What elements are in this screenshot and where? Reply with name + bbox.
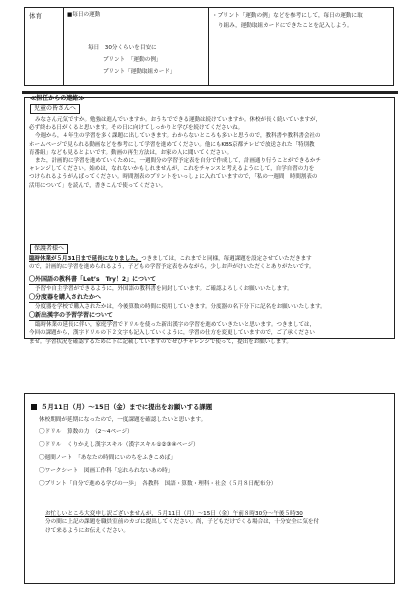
- children-label: 児童の皆さんへ: [30, 104, 80, 114]
- kanji-heading: 〇新出漢字の予習学習について: [29, 312, 113, 321]
- square-bullet-icon: [31, 404, 37, 410]
- children-line-5: また，計画的に学習を進めていくために，一週間分の学習予定表を自分で作成して，計画通り行うことができるかチ: [35, 158, 321, 165]
- content-line-0: ■毎日の運動: [67, 12, 101, 18]
- note-cell: [208, 8, 393, 85]
- assignment-item-3: 〇ワークシート 図画工作科「忘れられないあの時」: [39, 468, 174, 474]
- lets-try-section: [29, 276, 391, 293]
- notice-title: ≪担任からの連絡≫: [30, 95, 85, 102]
- subject-label: 体育: [29, 12, 42, 20]
- assignment-heading-text: ５月11日（月）～15日（金）までに提出をお願いする課題: [41, 403, 213, 411]
- kanji-line-0: 臨時休業の延長に伴い，家庭学習でドリルを使った新出漢字の学習を進めていきたいと思います。つきましては，: [35, 322, 315, 329]
- extension-notice: 臨時休業が５月31日まで延長になりました。: [29, 256, 142, 262]
- children-line-4: 育番組」なども見るとよいです。動画の再生方法は，お家の人に聞いてください。: [29, 149, 233, 156]
- children-line-0: みなさん元気ですか。勉強は進んでいますか。おうちでできる運動は続けていますか。休校が長く続いていますが，: [35, 117, 321, 123]
- content-cell: [63, 8, 209, 85]
- protractor-heading: 〇分度器を購入されたかへ: [29, 294, 101, 303]
- note-line-0: ・プリント「運動の例」などを参考にして，毎日の運動に取: [212, 13, 363, 19]
- assignment-box: [24, 393, 395, 584]
- submission-line-1: 分の間に上記の課題を職員室前のカゴに提出してください。尚，子どもだけでくる場合は，十分安全に気を付: [45, 519, 320, 526]
- content-line-2: プリント 「運動の例」: [103, 57, 162, 63]
- submission-line-0: お忙しいところ大変申し訳ございませんが，５月11日（月）～15日（金）午前８時30分～午後５時30: [45, 511, 303, 517]
- kanji-section: [29, 312, 391, 346]
- parents-message: [29, 255, 391, 271]
- assignment-intro: 休校期間が延期になったので，一度課題を確認したいと思います。: [39, 417, 207, 423]
- lets-try-body: 予習や自主学習ができるように，外国語の教科書を同封しています。ご確認よろしくお願いいたします。: [35, 286, 293, 293]
- kanji-line-2: ませ。学習状況を確認するために下に記載していますのでぜひチャレンジで使って，提出をお願いします。: [29, 338, 292, 345]
- assignment-item-2: 〇週間ノート 「あなたの時間にいのちをふきこめば」: [39, 455, 176, 461]
- children-message: [29, 116, 391, 190]
- assignment-item-1: 〇ドリル くりかえし漢字スキル（漢字スキル①②③④ページ）: [39, 442, 199, 448]
- children-line-3: ホームページで見られる動画などを参考にして学習を進めてください。他にもKBS京都テレビで放送された「特別教: [29, 141, 315, 148]
- children-line-7: つけられるようがんばってください。時間割表のプリントをいっしょに入れていますので，「私の一週間 時間割表の: [29, 174, 318, 181]
- subject-cell: [25, 8, 64, 85]
- content-line-3: プリント「運動取組カード」: [103, 69, 176, 75]
- submission-line-2: けて来るようにお伝えください。: [45, 527, 129, 534]
- children-line-2: 今週から，４年生の学習を多く課題に出していきます。わからないところも多いと思うので，教科書や教科書会社の: [35, 133, 321, 140]
- protractor-section: [29, 294, 391, 311]
- note-line-1: り組み，運動取組カードにできたことを記入しよう。: [218, 23, 353, 29]
- parents-rest: つきましては，これまでと同様，毎週課題を設定させていただきます: [141, 256, 312, 262]
- protractor-body: 分度器を学校で購入されたかは，今後算数の時間に使用していきます。分度器の名下分下に記名をお願いいたします。: [35, 304, 326, 311]
- children-line-6: ャレンジしてください。始めは，なれないかもしれませんが，これをチャンスと考えるようにして，自学自習の力を: [29, 166, 315, 173]
- children-line-1: 必ず終わる日がくると思います。その日に向けてしっかりと学びを続けてくださいね。: [29, 125, 244, 132]
- submission-note: [45, 510, 389, 535]
- children-line-8: 活用について」を読んで，書きこんで使ってください。: [29, 182, 167, 189]
- divider-bar: [22, 91, 398, 94]
- kanji-line-1: 今回の課題から，漢字ドリルの下２文字も記入していくように，学習の仕方を変更していますので，ご了承ください: [29, 330, 315, 337]
- parents-line-2: ので，計画的に学習を進められるよう，子どもの学習予定表をみながら，少しお声がけいただくとありがたいです。: [29, 264, 315, 271]
- assignment-heading: [31, 402, 212, 411]
- parents-label: 保護者様へ: [30, 244, 68, 254]
- assignment-item-0: 〇ドリル 算数の力 （2～4ページ）: [39, 429, 133, 435]
- content-line-1: 毎日 30分くらいを目安に: [88, 45, 157, 51]
- assignment-item-4: 〇プリント「自分で進める学びの一歩」 各教科 国語・算数・理科・社会（５月８日配布分）: [39, 481, 277, 487]
- lets-try-heading: 〇外国語の教科書「Let’s Try！2」について: [29, 276, 156, 285]
- subject-table: [24, 7, 394, 86]
